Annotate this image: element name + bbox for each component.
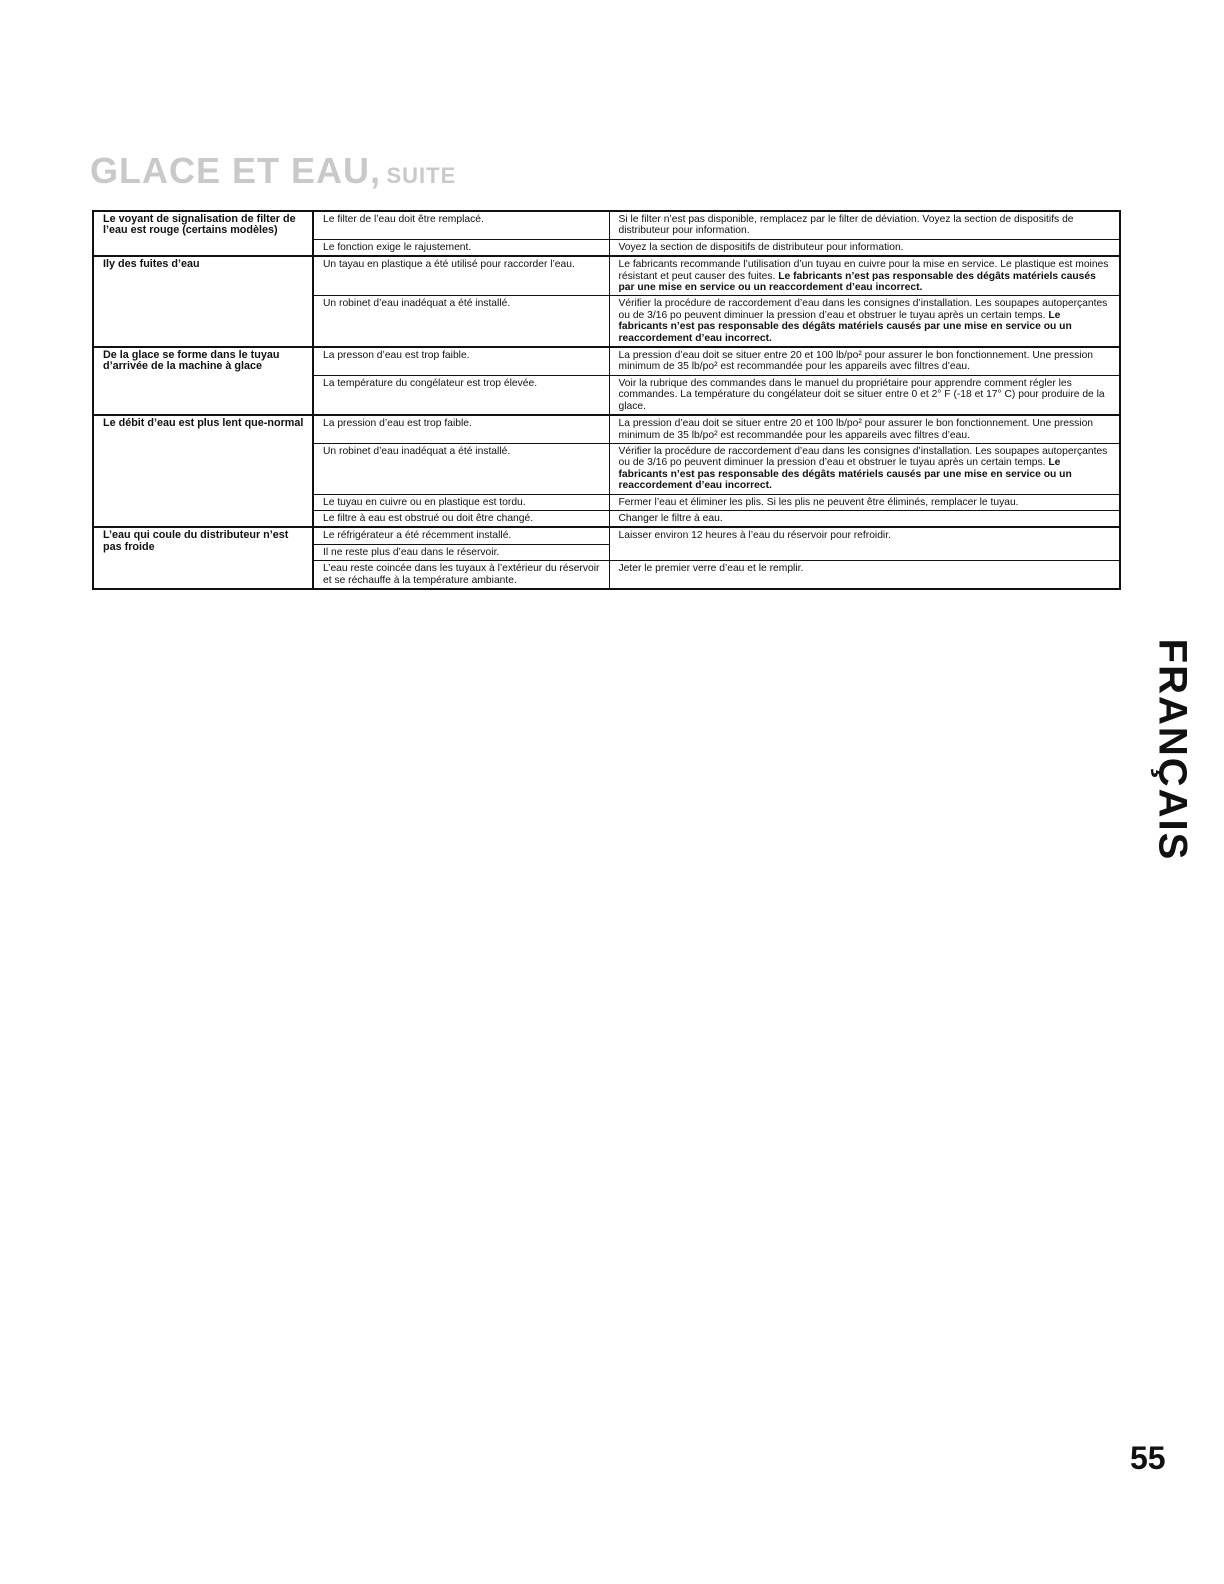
cause-cell: Un robinet d’eau inadéquat a été installé. bbox=[313, 296, 609, 347]
cause-cell: Il ne reste plus d’eau dans le réservoir. bbox=[313, 544, 609, 560]
table-row bbox=[93, 211, 1120, 239]
solution-cell: Laisser environ 12 heures à l’eau du réservoir pour refroidir. bbox=[609, 527, 1120, 560]
solution-cell: Le fabricants recommande l’utilisation d’un tuyau en cuivre pour la mise en service. Le plastique est moines résistant et peut causer des fuites. Le fabricants n’est pas responsable des dégâts matériels causés par une mise en service ou un reaccordement d’eau incorrect. bbox=[609, 256, 1120, 296]
solution-cell: Voyez la section de dispositifs de distributeur pour information. bbox=[609, 239, 1120, 256]
solution-cell: Vérifier la procédure de raccordement d’eau dans les consignes d’installation. Les soupapes autoperçantes ou de 3/16 po peuvent diminuer la pression d’eau et obstruer le tuyau après un certain temps. Le fabricants n’est pas responsable des dégâts matériels causés par une mise en service ou un reaccordement d’eau incorrect. bbox=[609, 296, 1120, 347]
solution-cell: La pression d’eau doit se situer entre 20 et 100 lb/po² pour assurer le bon fonctionnement. Une pression minimum de 35 lb/po² est recommandée pour les appareils avec filtres d’eau. bbox=[609, 347, 1120, 375]
solution-cell: Si le filter n’est pas disponible, remplacez par le filter de déviation. Voyez la section de dispositifs de distributeur pour information. bbox=[609, 211, 1120, 239]
solution-cell: Vérifier la procédure de raccordement d’eau dans les consignes d’installation. Les soupapes autoperçantes ou de 3/16 po peuvent diminuer la pression d’eau et obstruer le tuyau après un certain temps. Le fabricants n’est pas responsable des dégâts matériels causés par une mise en service ou un reaccordement d’eau incorrect. bbox=[609, 443, 1120, 494]
page-title-sub: SUITE bbox=[386, 163, 457, 188]
cause-cell: Un tayau en plastique a été utilisé pour raccorder l’eau. bbox=[313, 256, 609, 296]
cause-cell: Le filtre à eau est obstrué ou doit être changé. bbox=[313, 510, 609, 527]
page-title bbox=[90, 150, 456, 192]
solution-warning: Le fabricants n’est pas responsable des dégâts matériels causés par une mise en service ou un reaccordement d’eau incorrect. bbox=[618, 270, 1096, 294]
table-row bbox=[93, 347, 1120, 375]
cause-cell: Le filter de l’eau doit être remplacé. bbox=[313, 211, 609, 239]
table-row bbox=[93, 415, 1120, 443]
cause-cell: Le tuyau en cuivre ou en plastique est tordu. bbox=[313, 494, 609, 510]
table-row bbox=[93, 256, 1120, 296]
solution-cell: Changer le filtre à eau. bbox=[609, 510, 1120, 527]
cause-cell: La température du congélateur est trop élevée. bbox=[313, 375, 609, 415]
solution-cell: Voir la rubrique des commandes dans le manuel du propriétaire pour apprendre comment régler les commandes. La température du congélateur doit se situer entre 0 et 2° F (-18 et 17° C) pour produire de la glace. bbox=[609, 375, 1120, 415]
problem-cell: Le débit d’eau est plus lent que-normal bbox=[93, 415, 313, 527]
solution-cell: La pression d’eau doit se situer entre 20 et 100 lb/po² pour assurer le bon fonctionnement. Une pression minimum de 35 lb/po² est recommandée pour les appareils avec filtres d’eau. bbox=[609, 415, 1120, 443]
cause-cell: La presson d’eau est trop faible. bbox=[313, 347, 609, 375]
page-title-main: GLACE ET EAU, bbox=[90, 150, 382, 191]
solution-cell: Fermer l’eau et éliminer les plis. Si les plis ne peuvent être éliminés, remplacer le tuyau. bbox=[609, 494, 1120, 510]
troubleshooting-table bbox=[92, 210, 1121, 590]
solution-warning: Le fabricants n’est pas responsable des dégâts matériels causés par une mise en service ou un reaccordement d’eau incorrect. bbox=[618, 309, 1072, 344]
solution-warning: Le fabricants n’est pas responsable des dégâts matériels causés par une mise en service ou un reaccordement d’eau incorrect. bbox=[618, 457, 1072, 492]
cause-cell: L’eau reste coincée dans les tuyaux à l’extérieur du réservoir et se réchauffe à la température ambiante. bbox=[313, 561, 609, 589]
cause-cell: Le fonction exige le rajustement. bbox=[313, 239, 609, 256]
problem-cell: Le voyant de signalisation de filter de l’eau est rouge (certains modèles) bbox=[93, 211, 313, 256]
solution-cell: Jeter le premier verre d’eau et le remplir. bbox=[609, 561, 1120, 589]
cause-cell: La pression d’eau est trop faible. bbox=[313, 415, 609, 443]
problem-cell: L’eau qui coule du distributeur n’est pas froide bbox=[93, 527, 313, 589]
cause-cell: Le réfrigérateur a été récemment installé. bbox=[313, 527, 609, 544]
problem-cell: De la glace se forme dans le tuyau d’arrivée de la machine à glace bbox=[93, 347, 313, 415]
page-number: 55 bbox=[1130, 1440, 1166, 1476]
language-side-label: FRANÇAIS bbox=[1150, 638, 1195, 862]
table-row bbox=[93, 527, 1120, 544]
cause-cell: Un robinet d’eau inadéquat a été installé. bbox=[313, 443, 609, 494]
problem-cell: Ily des fuites d’eau bbox=[93, 256, 313, 347]
